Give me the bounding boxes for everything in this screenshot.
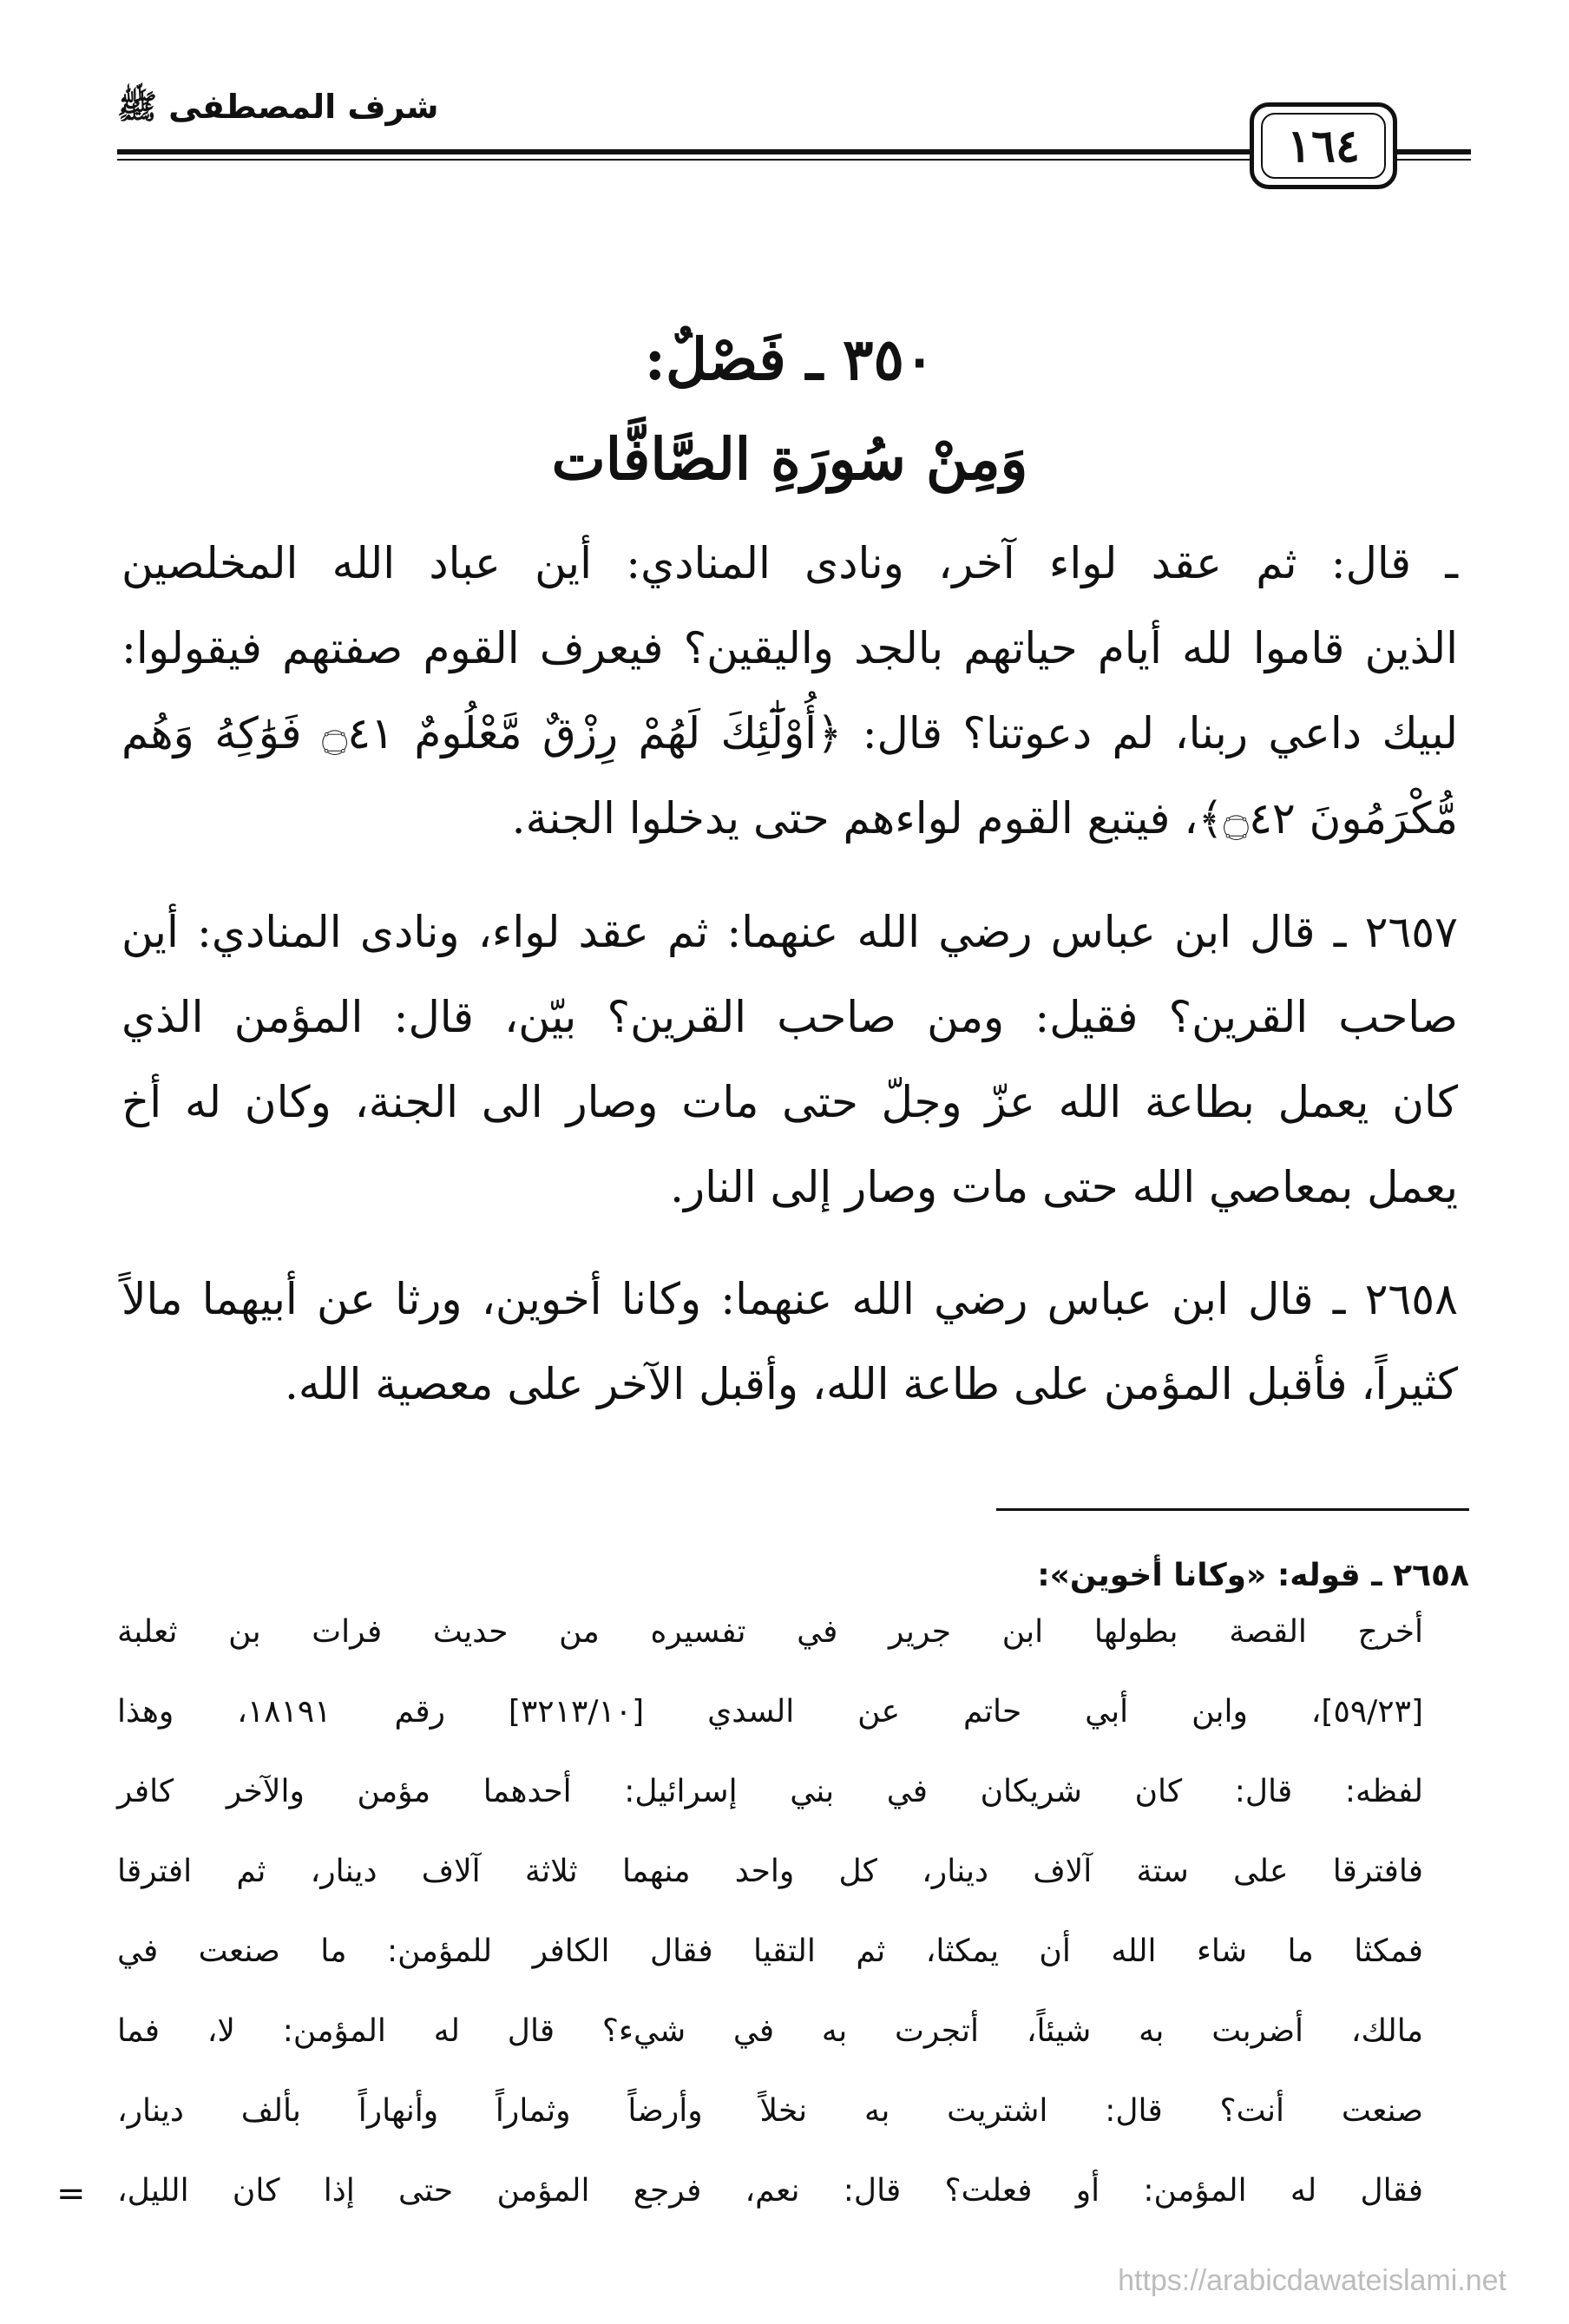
watermark: https://arabicdawateislami.net xyxy=(1118,2264,1507,2297)
footnote-line: أخرج القصة بطولها ابن جرير في تفسيره من حديث فرات بن ثعلبة xyxy=(117,1614,1423,1650)
page-number-frame xyxy=(1250,102,1397,189)
surah-title: وَمِنْ سُورَةِ الصَّافَّات xyxy=(551,425,1028,493)
paragraph-line: يعمل بمعاصي الله حتى مات وصار إلى النار. xyxy=(670,1162,1458,1212)
paragraph-line: صاحب القرين؟ فقيل: ومن صاحب القرين؟ بيّن، قال: المؤمن الذي xyxy=(121,992,1458,1042)
running-title: شرف المصطفى ﷺ xyxy=(117,88,439,126)
footnote-line: مالك، أضربت به شيئاً، أتجرت به في شيء؟ قال له المؤمن: لا، فما xyxy=(117,2013,1423,2049)
paragraph-line: مُّكْرَمُونَ ۝٤٢﴾، فيتبع القوم لواءهم حتى يدخلوا الجنة. xyxy=(511,793,1458,844)
paragraph-line: ٢٦٥٨ ـ قال ابن عباس رضي الله عنهما: وكانا أخوين، ورثا عن أبيهما مالاً xyxy=(121,1274,1458,1324)
continuation-mark: = xyxy=(56,2174,86,2214)
paragraph-line: الذين قاموا لله أيام حياتهم بالجد واليقين؟ فيعرف القوم صفتهم فيقولوا: xyxy=(121,623,1458,673)
page-number: ١٦٤ xyxy=(1261,113,1386,179)
paragraph-line: ـ قال: ثم عقد لواء آخر، ونادى المنادي: أين عباد الله المخلصين xyxy=(121,538,1458,588)
paragraph-line: ٢٦٥٧ ـ قال ابن عباس رضي الله عنهما: ثم عقد لواء، ونادى المنادي: أين xyxy=(121,907,1458,957)
footnote-line: صنعت أنت؟ قال: اشتريت به نخلاً وأرضاً وثماراً وأنهاراً بألف دينار، xyxy=(117,2093,1423,2129)
footnote-line: فافترقا على ستة آلاف دينار، كل واحد منهما ثلاثة آلاف دينار، ثم افترقا xyxy=(117,1854,1423,1889)
footnote-line: فقال له المؤمن: أو فعلت؟ قال: نعم، فرجع المؤمن حتى إذا كان الليل، xyxy=(117,2173,1423,2209)
paragraph-line: كثيراً، فأقبل المؤمن على طاعة الله، وأقبل الآخر على معصية الله. xyxy=(285,1359,1458,1409)
section-heading: ٣٥٠ ـ فَصْلٌ: xyxy=(644,325,935,393)
footnote-line: [٥٩/٢٣]، وابن أبي حاتم عن السدي [٣٢١٣/١٠] رقم ١٨١٩١، وهذا xyxy=(117,1694,1424,1730)
footnote-line: فمكثا ما شاء الله أن يمكثا، ثم التقيا فقال الكافر للمؤمن: ما صنعت في xyxy=(117,1933,1423,1969)
paragraph-line: كان يعمل بطاعة الله عزّ وجلّ حتى مات وصار الى الجنة، وكان له أخ xyxy=(121,1077,1458,1127)
paragraph-line: لبيك داعي ربنا، لم دعوتنا؟ قال: ﴿أُوْلَٰٓئِكَ لَهُمْ رِزْقٌ مَّعْلُومٌ ۝٤١ فَوَٰكِهُ وَهُم xyxy=(121,708,1458,758)
footnote-line: لفظه: قال: كان شريكان في بني إسرائيل: أحدهما مؤمن والآخر كافر xyxy=(117,1774,1423,1809)
footnote-separator xyxy=(996,1508,1469,1511)
footnote-heading: ٢٦٥٨ ـ قوله: «وكانا أخوين»: xyxy=(1037,1558,1469,1593)
